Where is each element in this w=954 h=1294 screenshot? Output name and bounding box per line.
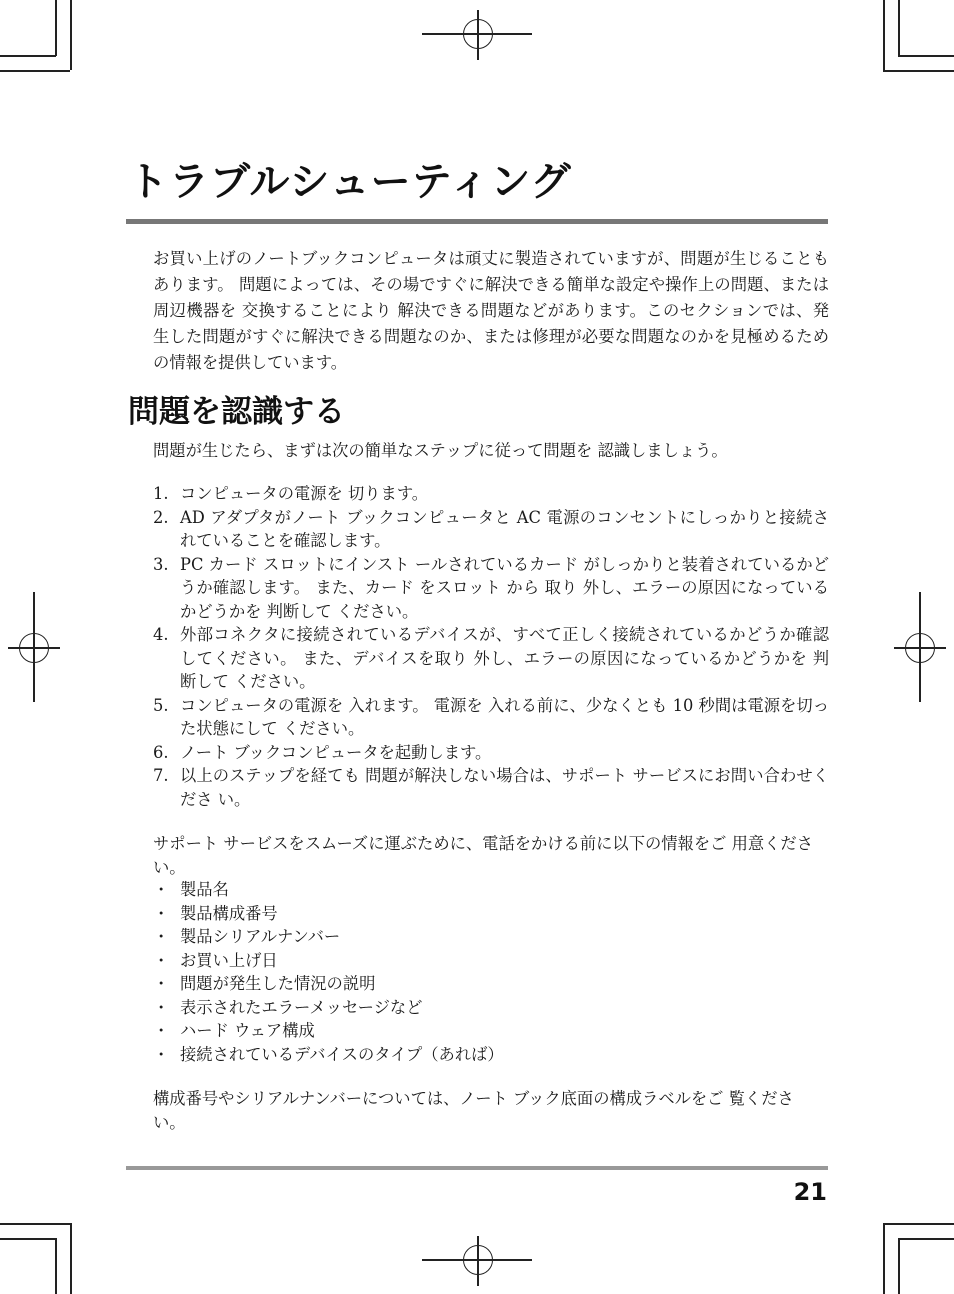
- bullet-icon: ・: [153, 997, 170, 1017]
- page-number: 21: [793, 1178, 827, 1206]
- list-item-text: お買い上げ日: [180, 950, 278, 970]
- step-item: [153, 623, 829, 694]
- title-rule: [126, 219, 828, 224]
- steps-list: [153, 482, 829, 811]
- step-number: 6.: [153, 742, 169, 762]
- list-item-text: 製品シリアルナンバー: [180, 927, 341, 946]
- page-title: トラブルシューティング: [128, 159, 572, 205]
- section-title: 問題を認識する: [128, 394, 345, 430]
- step-number: 5.: [153, 695, 169, 715]
- closing-paragraph: 構成番号やシリアルナンバーについては、ノート ブック底面の構成ラベルをご 覧くださ い。: [153, 1089, 794, 1132]
- bullet-icon: ・: [153, 927, 170, 946]
- step-item: [153, 741, 829, 765]
- list-item-text: 製品構成番号: [180, 903, 278, 923]
- bullet-icon: ・: [153, 880, 170, 899]
- list-item-text: 接続されているデバイスのタイプ（あれば）: [180, 1044, 504, 1064]
- step-number: 7.: [153, 766, 169, 785]
- list-item: [153, 972, 504, 996]
- step-text: 以上のステップを経ても 問題が解決しない場合は、サポート サービスにお問い合わせく ださ い。: [180, 766, 829, 809]
- step-number: 3.: [153, 554, 169, 574]
- footer-rule: [126, 1166, 828, 1170]
- step-item: [153, 506, 829, 553]
- bullet-icon: ・: [153, 974, 170, 993]
- bullet-icon: ・: [153, 1044, 170, 1064]
- step-item: [153, 694, 829, 741]
- step-item: [153, 553, 829, 624]
- step-text: PC カード スロットにインスト ールされているカード がしっかりと装着されているかどうか確認します。 また、カード をスロット から 取り 外し、エラーの原因になっているかどうかを 判断して ください。: [180, 554, 829, 621]
- step-item: [153, 482, 829, 506]
- info-list: [153, 878, 504, 1066]
- list-item: [153, 878, 504, 902]
- step-number: 4.: [153, 625, 169, 644]
- list-item-text: 問題が発生した情況の説明: [180, 974, 376, 993]
- list-item: [153, 1019, 504, 1043]
- list-item: [153, 902, 504, 926]
- list-item-text: 製品名: [180, 880, 229, 899]
- step-number: 1.: [153, 484, 169, 503]
- list-item-text: 表示されたエラーメッセージなど: [180, 997, 423, 1017]
- step-text: ノート ブックコンピュータを起動します。: [180, 742, 492, 762]
- step-text: コンピュータの電源を 切ります。: [180, 484, 429, 503]
- step-text: 外部コネクタに接続されているデバイスが、すべて正しく接続されているかどうか確認してください。 また、デバイスを取り 外し、エラーの原因になっているかどうかを 判断して ください。: [180, 625, 829, 691]
- step-text: AD アダプタがノート ブックコンピュータと AC 電源のコンセントにしっかりと接続されていることを確認します。: [180, 507, 829, 550]
- support-paragraph: サポート サービスをスムーズに運ぶために、電話をかける前に以下の情報をご 用意くださ い。: [153, 834, 813, 877]
- bullet-icon: ・: [153, 1021, 170, 1040]
- bullet-icon: ・: [153, 903, 170, 923]
- list-item: [153, 925, 504, 949]
- step-number: 2.: [153, 507, 169, 527]
- bullet-icon: ・: [153, 950, 170, 970]
- list-item-text: ハード ウェア構成: [180, 1021, 315, 1040]
- list-item: [153, 949, 504, 973]
- step-text: コンピュータの電源を 入れます。 電源を 入れる前に、少なくとも 10 秒間は電源を切った状態にして ください。: [180, 695, 829, 738]
- list-item: [153, 996, 504, 1020]
- lead-text: 問題が生じたら、まずは次の簡単なステップに従って問題を 認識しましょう。: [153, 441, 728, 460]
- step-item: [153, 764, 829, 811]
- intro-paragraph: お買い上げのノートブックコンピュータは頑丈に製造されていますが、問題が生じることもあります。 問題によっては、その場ですぐに解決できる簡単な設定や操作上の問題、または周辺機器を 交換することにより 解決できる問題などがあります。このセクションでは、発生した問題がすぐに解決できる問題なのか、または修理が必要な問題なのかを見極めるための情報を提供しています。: [153, 249, 829, 372]
- list-item: [153, 1043, 504, 1067]
